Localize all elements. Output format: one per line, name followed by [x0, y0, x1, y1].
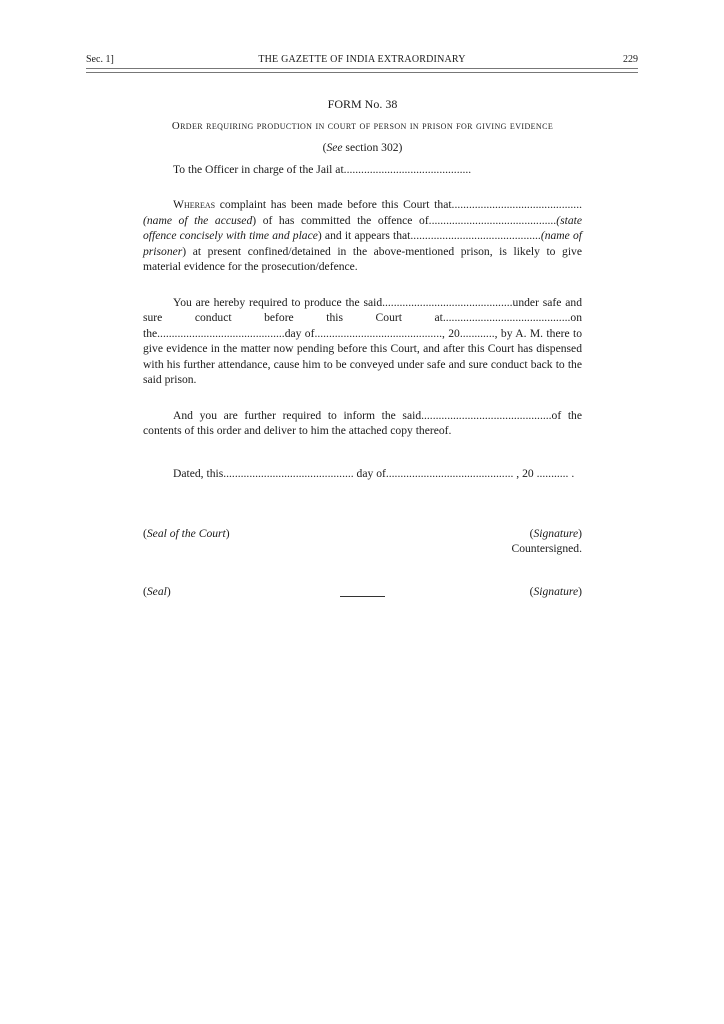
seal-row: (Seal) (Signature) [143, 585, 582, 598]
section-label: Sec. 1] [86, 54, 114, 65]
seal-label: Seal [146, 585, 167, 598]
section-reference: (See section 302) [322, 141, 403, 154]
form-body [143, 97, 582, 599]
end-rule [340, 596, 385, 597]
dated-line: Dated, this............................................. day of............................................ , 20 ........... . [173, 466, 575, 480]
form-title: Order requiring production in court of person in prison for giving evidence [171, 119, 554, 132]
form-number: FORM No. 38 [327, 97, 398, 111]
inform-paragraph: And you are further required to inform the said.............................................of the contents of this order and deliver to him the attached copy thereof. [143, 408, 582, 437]
second-signature-label: Signature [533, 585, 579, 598]
gazette-title: THE GAZETTE OF INDIA EXTRAORDINARY [258, 54, 466, 65]
signature-label: Signature [533, 527, 579, 540]
court-seal-label: Seal of the Court [146, 527, 226, 540]
production-paragraph: You are hereby required to produce the said.............................................under safe and sure conduct before this Court at............................................on the............................................day of............................................, 20............, by A. M. there to give evidence in the matter now pending before this Court, and after this Court has dispensed with his further attendance, cause him to be conveyed under safe and sure conduct back to the said prison. [143, 295, 582, 386]
header-rule [86, 68, 638, 73]
countersigned-label: Countersigned. [511, 542, 582, 555]
addressee-line: To the Officer in charge of the Jail at............................................ [173, 162, 472, 176]
page-number: 229 [623, 54, 638, 65]
court-seal-row: (Seal of the Court) (Signature) [143, 527, 582, 540]
countersigned-row [143, 541, 582, 556]
whereas-paragraph: Whereas complaint has been made before this Court that.............................................(name of the accused) of has committed the offence of............................................(state offence concisely with time and place) and it appears that.............................................(name of prisoner) at present confined/detained in the above-mentioned prison, is likely to give material evidence for the prosecution/defence. [143, 198, 583, 273]
